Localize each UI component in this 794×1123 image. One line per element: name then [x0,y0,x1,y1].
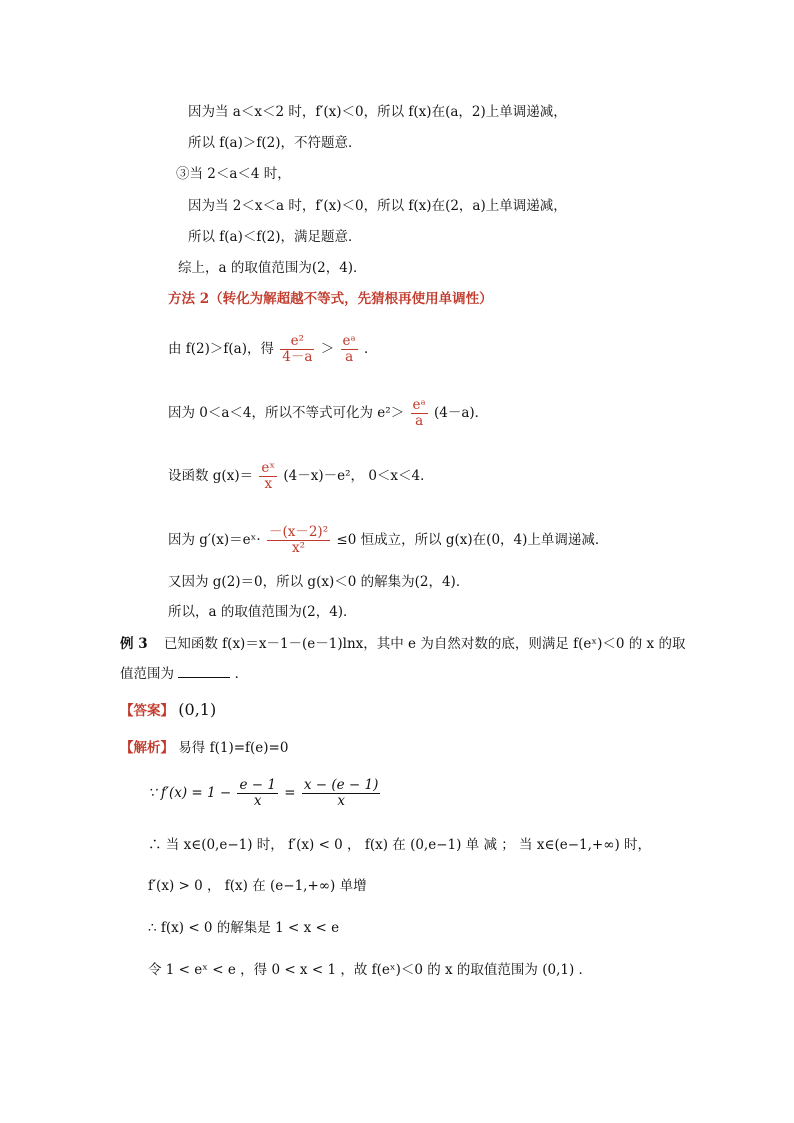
analysis-line [120,739,288,757]
method1-line-3: 因为当 2＜x＜a 时，f′(x)＜0，所以 f(x)在(2，a)上单调递减， [188,198,567,214]
fraction-denominator: x [264,476,273,492]
solution-set-line: ∴ f(x) < 0 的解集是 1 < x < e [148,920,340,936]
method2-step-6: 所以，a 的取值范围为(2，4)． [168,604,357,620]
method1-line-4: 所以 f(a)＜f(2)，满足题意． [188,229,362,245]
method1-line-2: 所以 f(a)＞f(2)，不符题意． [188,135,362,151]
method2-step-2 [168,398,488,429]
fraction-x-minus-e-minus-1-over-x [302,778,381,809]
fraction-denominator: a [345,349,354,365]
method2-step-4 [168,525,608,556]
answer-label: 【答案】 [120,703,174,719]
fraction-numerator: －(x－2)² [268,524,329,540]
step3-prefix: 设函数 g(x)＝ [168,468,254,484]
analysis-first: 易得 f(1)=f(e)=0 [178,740,289,756]
fraction-ea-over-a [411,398,428,429]
example3-question-line-1 [120,635,685,653]
derivative-prefix: ∵ f′(x) = 1 − [148,785,232,801]
step2-prefix: 因为 0＜a＜4，所以不等式可化为 e²＞ [168,405,405,421]
final-conclusion-line: 令 1 < eˣ < e ，得 0 < x < 1 ，故 f(eˣ)＜0 的 x 的取值范围为 (0,1) ． [148,962,593,978]
fraction-numerator: eˣ [261,460,276,476]
step4-prefix: 因为 g′(x)＝eˣ· [168,532,261,548]
fraction-numerator: x − (e − 1) [303,777,379,793]
answer-line [120,701,216,720]
step2-suffix: (4－a)． [434,405,489,421]
method2-step-3 [168,461,434,492]
monotonicity-line-2: f′(x) > 0 ， f(x) 在 (e−1,+∞) 单增 [148,878,367,894]
step1-prefix: 由 f(2)＞f(a)，得 [168,341,274,357]
question-period: ． [234,666,249,682]
question-text-continued: 值范围为 [120,666,174,682]
fraction-denominator: x [337,793,345,809]
method1-case-3: ③当 2＜a＜4 时， [176,166,291,182]
period: ． [364,341,378,357]
example3-question-line-2 [120,665,248,683]
derivative-formula [148,778,382,809]
example-label: 例 3 [120,636,148,652]
question-text: 已知函数 f(x)＝x－1－(e－1)lnx，其中 e 为自然对数的底，则满足 f(eˣ)＜0 的 x 的取 [163,636,686,652]
fraction-denominator: 4－a [282,349,313,365]
answer-value: (0,1) [178,700,217,719]
monotonicity-line-1: ∴ 当 x∈(0,e−1) 时， f′(x) < 0 ， f(x) 在 (0,e−1) 单 减 ； 当 x∈(e−1,+∞) 时， [148,837,652,853]
fraction-derivative-g [267,525,330,556]
fraction-e2-over-4-a [280,334,314,365]
fraction-ex-over-x [259,461,277,492]
equals-sign: = [284,785,296,801]
fraction-denominator: x [253,793,262,809]
answer-blank [178,665,230,678]
method2-step-5: 又因为 g(2)＝0，所以 g(x)＜0 的解集为(2，4)． [168,574,470,590]
greater-sign: ＞ [320,341,335,357]
fraction-numerator: eᵃ [412,397,426,413]
step3-suffix: (4－x)－e²， 0＜x＜4． [283,468,434,484]
fraction-numerator: e² [280,334,314,350]
fraction-numerator: e − 1 [239,777,276,793]
step4-suffix: ≤0 恒成立，所以 g(x)在(0，4)上单调递减． [336,532,609,548]
fraction-denominator: a [415,413,424,429]
fraction-denominator: x² [292,540,306,556]
method1-line-1: 因为当 a＜x＜2 时，f′(x)＜0，所以 f(x)在(a，2)上单调递减， [188,104,567,120]
analysis-label: 【解析】 [120,740,174,756]
fraction-e-minus-1-over-x [237,778,277,809]
method2-step-1 [168,334,378,365]
fraction-numerator: eᵃ [342,333,356,349]
fraction-ea-over-a [341,334,358,365]
method1-summary: 综上，a 的取值范围为(2，4)． [178,260,367,276]
method2-heading: 方法 2（转化为解超越不等式，先猜根再使用单调性） [168,291,493,307]
